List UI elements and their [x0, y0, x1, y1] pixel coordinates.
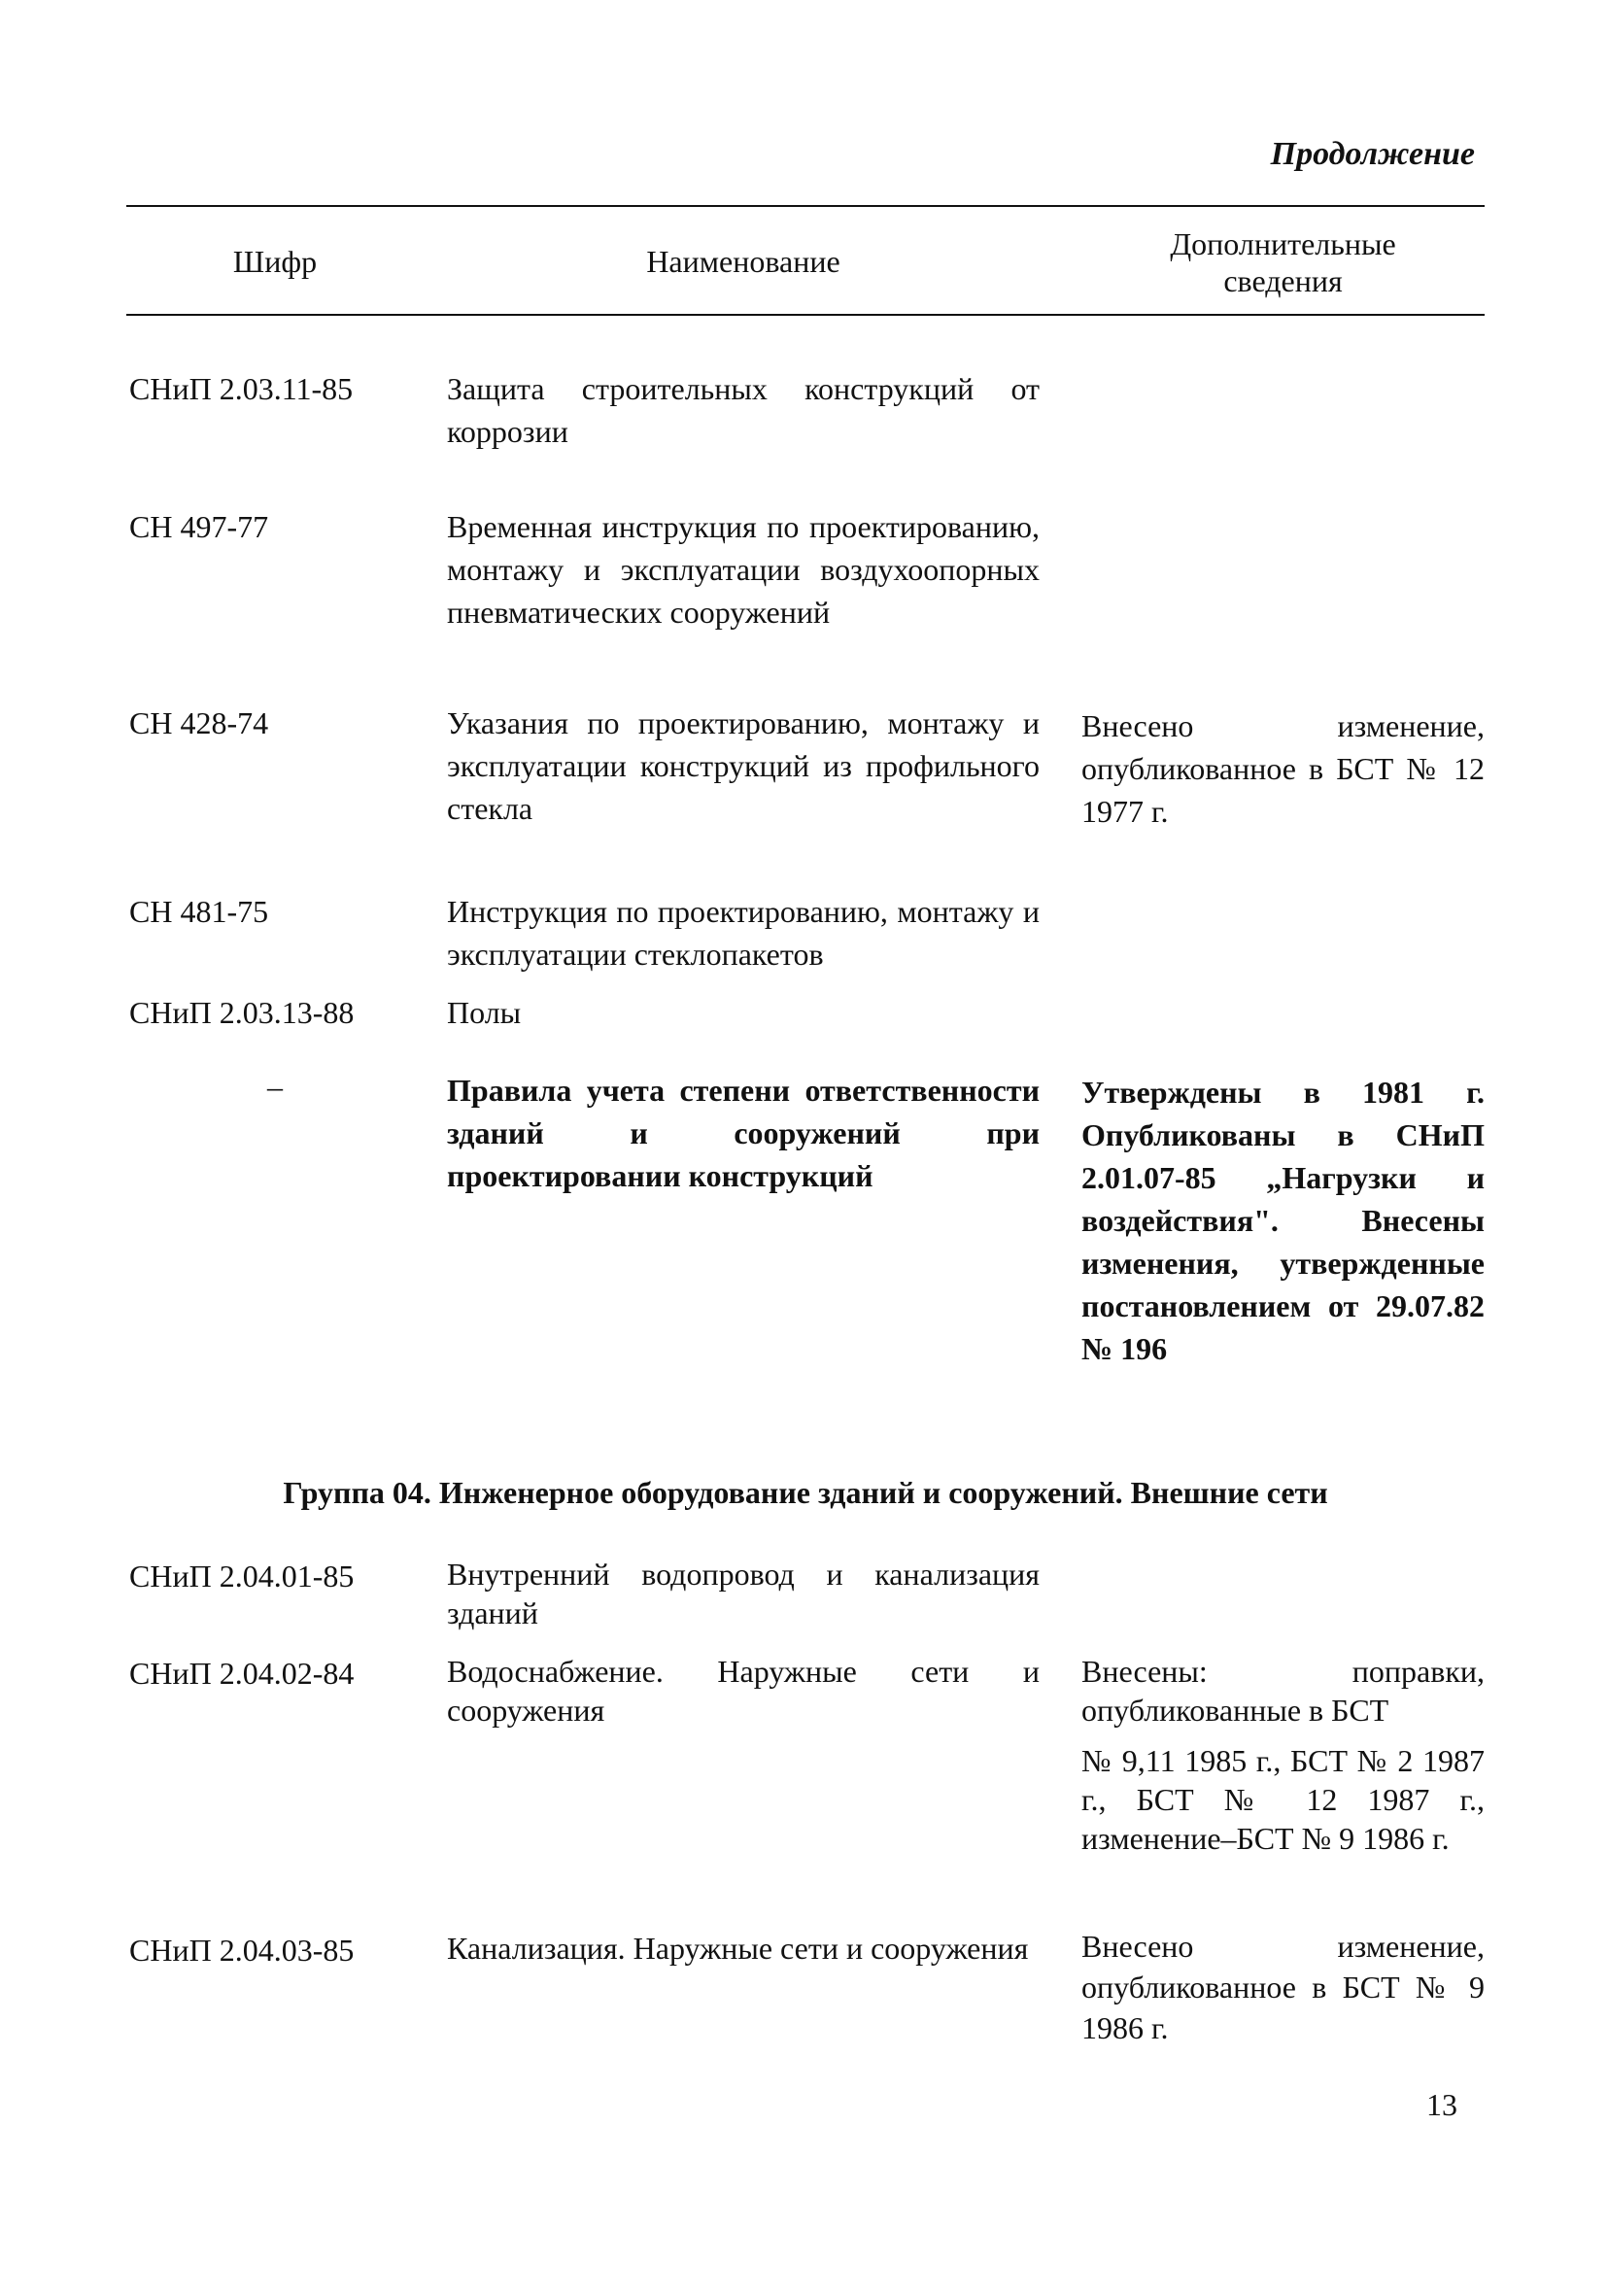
row-4-name: Инструкция по проектированию, монтажу и эксплуатации стеклопакетов — [447, 894, 1040, 972]
group04-row-2-info-b: № 9,11 1985 г., БСТ № 2 1987 г., БСТ № 12 1987 г., изменение–БСТ № 9 1986 г. — [1081, 1743, 1485, 1856]
row-2-name: Временная инструкция по проектированию, монтажу и эксплуатации воздухоопорных пневматических сооружений — [447, 509, 1040, 630]
row-2-code: СН 497-77 — [129, 509, 269, 544]
column-header-info-line2: сведения — [1223, 263, 1343, 298]
table-top-rule — [126, 205, 1485, 207]
group-04-title: Группа 04. Инженерное оборудование зданий и сооружений. Внешние сети — [283, 1475, 1328, 1510]
row-4-code: СН 481-75 — [129, 894, 269, 929]
group04-row-2-code: СНиП 2.04.02-84 — [129, 1656, 355, 1691]
row-3-name: Указания по проектированию, монтажу и эксплуатации конструкций из профильного стекла — [447, 705, 1040, 826]
column-header-info — [1081, 225, 1485, 299]
group04-row-3-code: СНиП 2.04.03-85 — [129, 1933, 355, 1968]
continuation-label: Продолжение — [1270, 136, 1475, 172]
row-5-code: СНиП 2.03.13-88 — [129, 995, 355, 1030]
row-1-code: СНиП 2.03.11-85 — [129, 371, 354, 406]
group04-row-3-name: Канализация. Наружные сети и сооружения — [447, 1931, 1029, 1966]
row-6-name: Правила учета степени ответственности зданий и сооружений при проектировании конструкций — [447, 1073, 1040, 1193]
row-5-name: Полы — [447, 995, 522, 1030]
group04-row-2-name: Водоснабжение. Наружные сети и сооружения — [447, 1654, 1040, 1728]
page-number: 13 — [1426, 2087, 1457, 2122]
row-6-code: – — [267, 1069, 283, 1104]
row-6-info: Утверждены в 1981 г. Опубликованы в СНиП 2.01.07-85 „Нагрузки и воздействия". Внесены изменения, утвержденные постановлением от 29.07.82 № 196 — [1081, 1075, 1485, 1366]
table-header-rule — [126, 314, 1485, 316]
row-3-info: Внесено изменение, опубликованное в БСТ № 12 1977 г. — [1081, 708, 1485, 829]
column-header-code: Шифр — [232, 244, 318, 279]
group04-row-1-name: Внутренний водопровод и канализация зданий — [447, 1557, 1040, 1630]
group04-row-2-info-a: Внесены: поправки, опубликованные в БСТ — [1081, 1654, 1485, 1728]
column-header-info-line1: Дополнительные — [1170, 226, 1396, 261]
row-1-name: Защита строительных конструкций от коррозии — [447, 371, 1040, 449]
group04-row-3-info: Внесено изменение, опубликованное в БСТ № 9 1986 г. — [1081, 1929, 1485, 2045]
group04-row-1-code: СНиП 2.04.01-85 — [129, 1559, 355, 1593]
column-header-name: Наименование — [646, 244, 840, 279]
row-3-code: СН 428-74 — [129, 705, 269, 740]
